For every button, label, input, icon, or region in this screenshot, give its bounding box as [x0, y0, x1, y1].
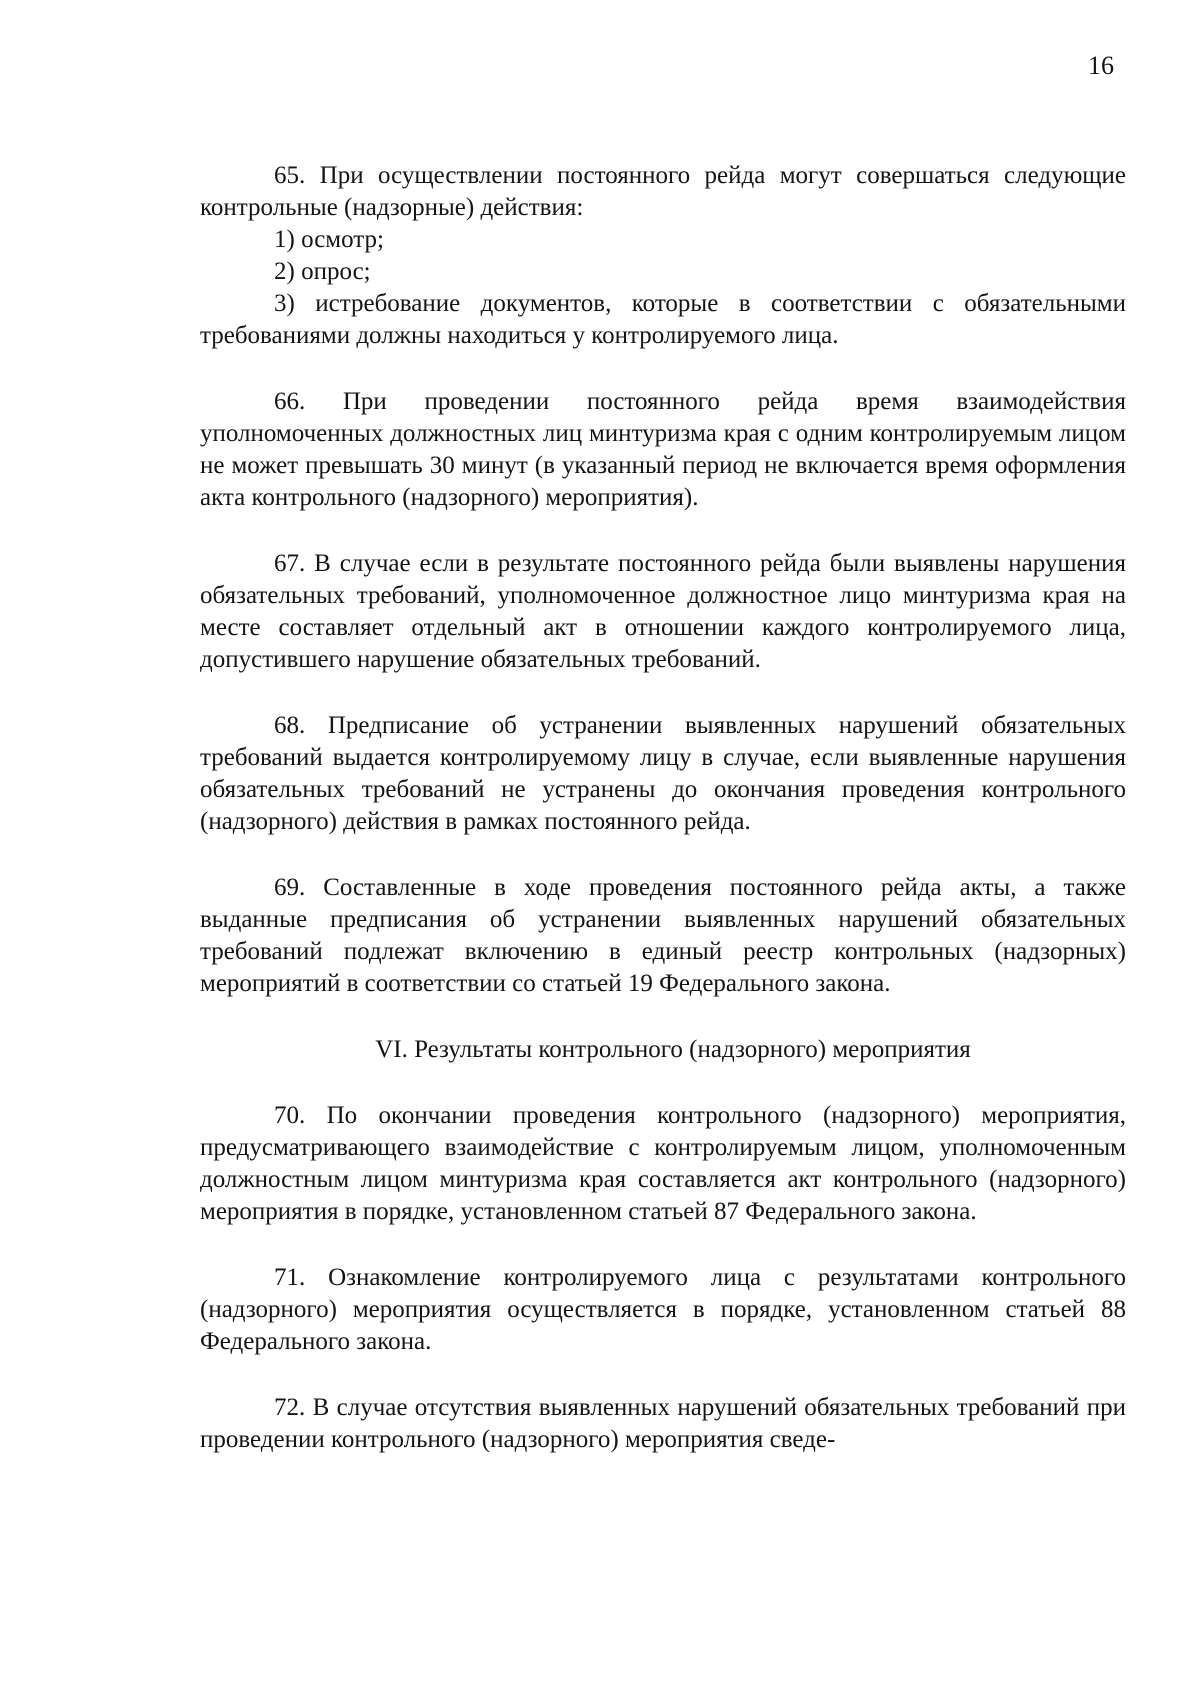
page-number: 16: [1088, 51, 1114, 80]
paragraph-68: 68. Предписание об устранении выявленных нарушений обязательных требований выдается контролируемому лицу в случае, если выявленные нарушения обязательных требований не устранены до окончания проведения контрольного (надзорного) действия в рамках постоянного рейда.: [200, 712, 1126, 835]
paragraph-gap: [200, 1228, 1126, 1262]
paragraph-gap: [200, 1066, 1126, 1100]
paragraph-65: 65. При осуществлении постоянного рейда могут совершаться следующие контрольные (надзорные) действия:: [200, 162, 1126, 221]
paragraph-gap: [200, 1000, 1126, 1034]
paragraph-gap: [200, 676, 1126, 710]
section-heading: VI. Результаты контрольного (надзорного) мероприятия: [375, 1036, 971, 1063]
paragraph-67: 67. В случае если в результате постоянного рейда были выявлены нарушения обязательных требований, уполномоченное должностное лицо минтуризма края на месте составляет отдельный акт в отношении каждого контролируемого лица, допустившего нарушение обязательных требований.: [200, 550, 1126, 673]
paragraph-gap: [200, 514, 1126, 548]
paragraph-gap: [200, 352, 1126, 386]
list-item-survey: 2) опрос;: [274, 258, 371, 285]
paragraph-gap: [200, 838, 1126, 872]
paragraph-71: 71. Ознакомление контролируемого лица с результатами контрольного (надзорного) мероприятия осуществляется в порядке, установленном статьей 88 Федерального закона.: [200, 1264, 1126, 1355]
list-item-document-request: 3) истребование документов, которые в соответствии с обязательными требованиями должны находиться у контролируемого лица.: [200, 290, 1126, 349]
paragraph-66: 66. При проведении постоянного рейда время взаимодействия уполномоченных должностных лиц минтуризма края с одним контролируемым лицом не может превышать 30 минут (в указанный период не включается время оформления акта контрольного (надзорного) мероприятия).: [200, 388, 1126, 511]
paragraph-69: 69. Составленные в ходе проведения постоянного рейда акты, а также выданные предписания об устранении выявленных нарушений обязательных требований подлежат включению в единый реестр контрольных (надзорных) мероприятий в соответствии со статьей 19 Федерального закона.: [200, 874, 1126, 997]
paragraph-gap: [200, 1358, 1126, 1392]
paragraph-72: 72. В случае отсутствия выявленных нарушений обязательных требований при проведении контрольного (надзорного) мероприятия сведе-: [200, 1394, 1126, 1453]
paragraph-70: 70. По окончании проведения контрольного (надзорного) мероприятия, предусматривающего взаимодействие с контролируемым лицом, уполномоченным должностным лицом минтуризма края составляется акт контрольного (надзорного) мероприятия в порядке, установленном статьей 87 Федерального закона.: [200, 1102, 1126, 1225]
list-item-inspection: 1) осмотр;: [274, 226, 384, 253]
document-body: [200, 160, 1126, 1456]
